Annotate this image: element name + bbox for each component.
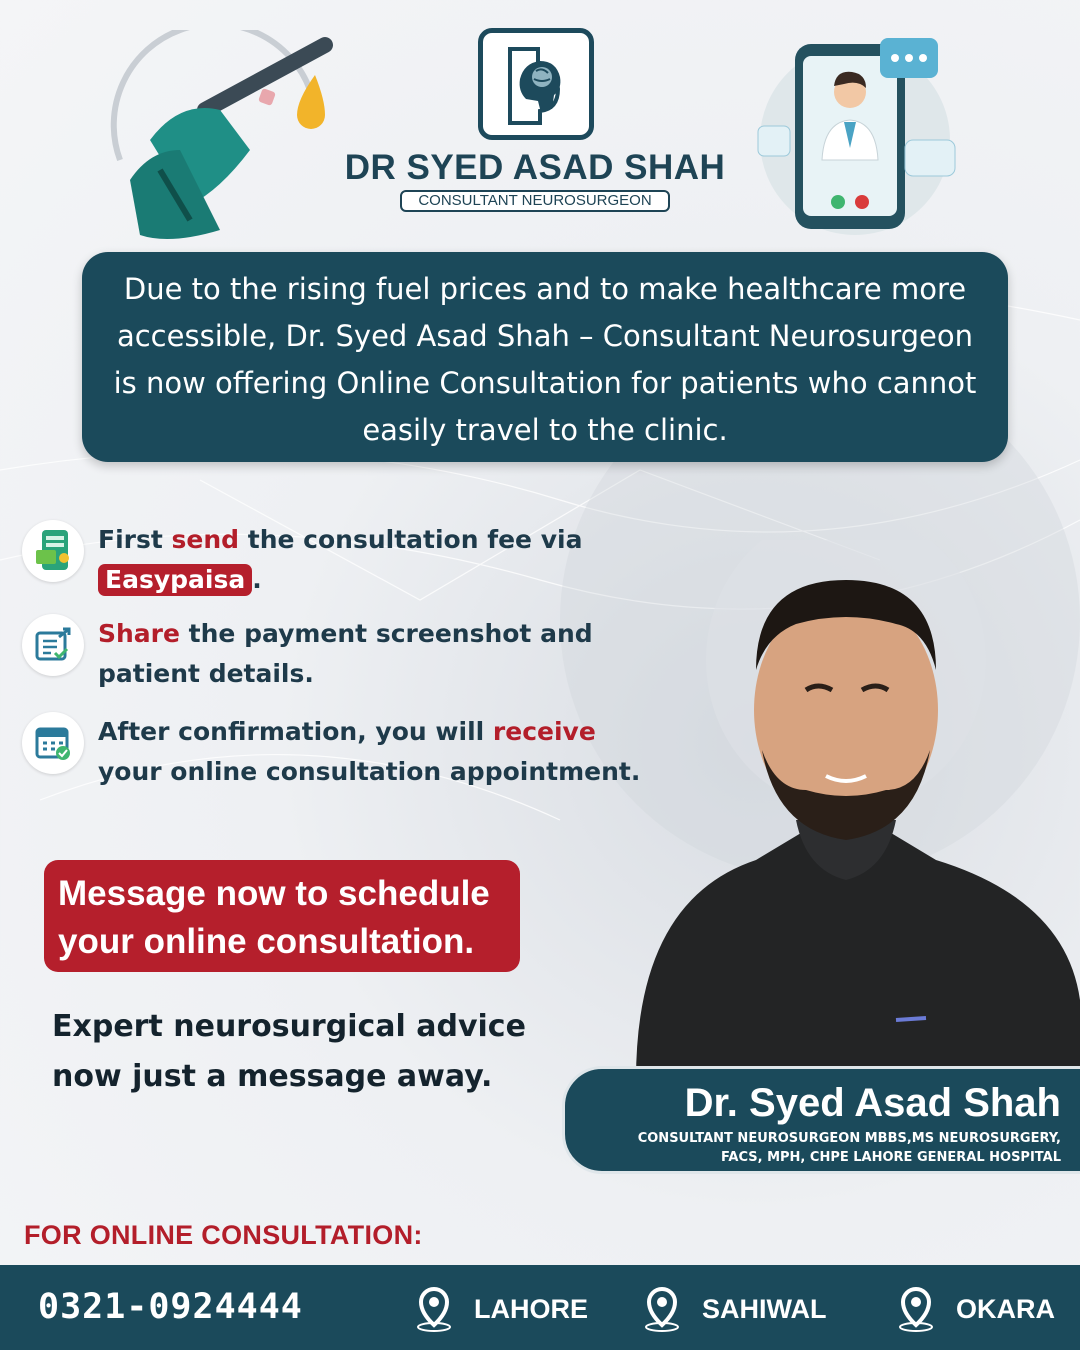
cta-message-now[interactable]: Message now to schedule your online consultation. [44, 860, 520, 972]
payment-card-icon [22, 520, 84, 582]
calendar-check-icon [22, 712, 84, 774]
intro-message: Due to the rising fuel prices and to make healthcare more accessible, Dr. Syed Asad Shah – Consultant Neurosurgeon is now offering Online Consultation for patients who cannot easily travel to the clinic. [82, 252, 1008, 462]
doctor-name-plate [562, 1066, 1080, 1174]
brand-logo [478, 28, 594, 140]
location-pin-icon [894, 1285, 938, 1333]
step-share-screenshot [22, 614, 658, 694]
location-pin-icon [640, 1285, 684, 1333]
location-label: OKARA [956, 1293, 1055, 1324]
location-okara [894, 1285, 1055, 1333]
footer-bar [0, 1265, 1080, 1350]
doctor-name: Dr. Syed Asad Shah [684, 1081, 1061, 1125]
location-label: SAHIWAL [702, 1293, 827, 1324]
location-sahiwal [640, 1285, 827, 1333]
step-receive-appointment [22, 712, 658, 792]
footer-label: FOR ONLINE CONSULTATION: [24, 1220, 423, 1250]
telemedicine-phone-icon [740, 30, 970, 240]
doctor-qualifications-line1: CONSULTANT NEUROSURGEON MBBS,MS NEUROSURGERY, [637, 1131, 1061, 1146]
brain-head-icon [496, 39, 576, 129]
doctor-qualifications-line2: FACS, MPH, CHPE LAHORE GENERAL HOSPITAL [721, 1150, 1061, 1165]
location-label: LAHORE [474, 1293, 588, 1324]
doctor-photo [596, 540, 1080, 1080]
brand-subtitle: CONSULTANT NEUROSURGEON [400, 190, 670, 212]
brand-name: DR SYED ASAD SHAH [344, 148, 726, 187]
step-text: After confirmation, you will receive your online consultation appointment. [98, 717, 641, 786]
step-text: First send the consultation fee via Easypaisa . [98, 525, 583, 594]
location-lahore [412, 1285, 588, 1333]
tagline: Expert neurosurgical advice now just a message away. [52, 1009, 526, 1094]
step-send-fee [22, 520, 658, 600]
location-pin-icon [412, 1285, 456, 1333]
fuel-pump-icon [110, 30, 350, 250]
step-text: Share the payment screenshot and patient details. [98, 619, 593, 688]
share-document-icon [22, 614, 84, 676]
easypaisa-badge: Easypaisa [98, 564, 252, 596]
phone-number[interactable]: 0321-0924444 [38, 1287, 303, 1327]
